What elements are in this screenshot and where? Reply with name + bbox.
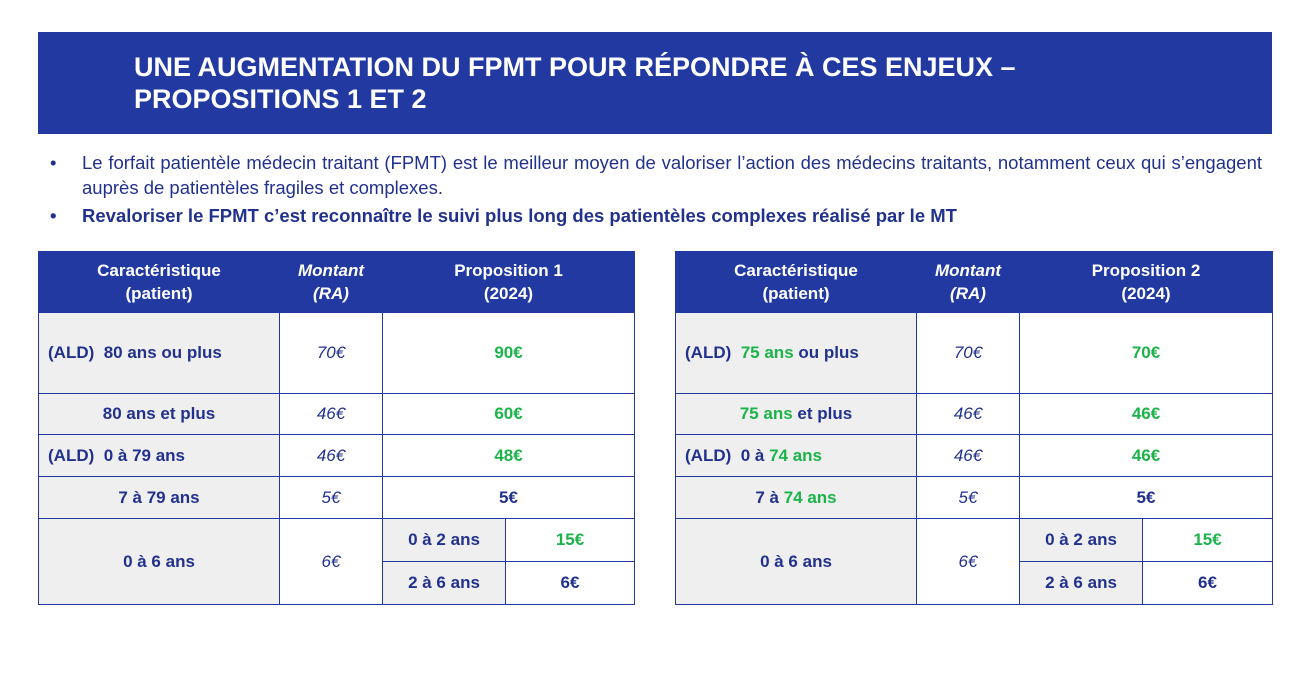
cell-caracteristique: (ALD) 75 ans ou plus [676,313,917,394]
table-row [676,435,1273,477]
cell-sub-value: 6€ [1143,562,1273,605]
bullet-list [50,150,1262,231]
cell-montant: 46€ [917,394,1020,435]
title-line-2: PROPOSITIONS 1 ET 2 [134,84,427,114]
header-proposition: Proposition 2 (2024) [1020,252,1273,313]
cell-sub-age: 2 à 6 ans [1020,562,1143,605]
cell-montant: 46€ [280,394,383,435]
table-row [676,313,1273,394]
cell-montant: 6€ [280,519,383,605]
table-row [39,313,635,394]
header-caracteristique: Caractéristique (patient) [39,252,280,313]
cell-proposition: 46€ [1020,435,1273,477]
cell-sub-value: 15€ [1143,519,1273,562]
proposition-2-table [675,251,1273,605]
cell-proposition: 60€ [383,394,635,435]
title-banner [38,32,1272,134]
proposition-1-table [38,251,635,605]
table-header-row [39,252,635,313]
cell-caracteristique: 75 ans et plus [676,394,917,435]
cell-proposition: 48€ [383,435,635,477]
table-row [39,477,635,519]
cell-caracteristique: 80 ans et plus [39,394,280,435]
cell-proposition: 5€ [1020,477,1273,519]
cell-sub-age: 0 à 2 ans [1020,519,1143,562]
cell-montant: 46€ [917,435,1020,477]
title-line-1: UNE AUGMENTATION DU FPMT POUR RÉPONDRE À CES ENJEUX – [134,52,1016,82]
table-row [39,435,635,477]
cell-caracteristique: 0 à 6 ans [676,519,917,605]
table-header-row [676,252,1273,313]
bullet-marker: • [50,205,57,226]
cell-caracteristique: 0 à 6 ans [39,519,280,605]
cell-sub-value: 15€ [506,519,635,562]
bullet-text: Revaloriser le FPMT c’est reconnaître le suivi plus long des patientèles complexes réalisé par le MT [82,205,957,226]
table-row [676,519,1273,562]
bullet-text: Le forfait patientèle médecin traitant (FPMT) est le meilleur moyen de valoriser l’action des médecins traitants, notamment ceux qui s’engagent auprès de patientèles fragiles et complexes. [82,152,1262,198]
cell-montant: 6€ [917,519,1020,605]
cell-proposition: 90€ [383,313,635,394]
header-caracteristique: Caractéristique (patient) [676,252,917,313]
header-montant: Montant (RA) [280,252,383,313]
table-row [676,394,1273,435]
cell-proposition: 70€ [1020,313,1273,394]
cell-sub-age: 2 à 6 ans [383,562,506,605]
cell-montant: 5€ [280,477,383,519]
bullet-item [50,203,1262,228]
table-row [676,477,1273,519]
cell-proposition: 5€ [383,477,635,519]
cell-sub-age: 0 à 2 ans [383,519,506,562]
cell-proposition: 46€ [1020,394,1273,435]
slide-title [134,51,1016,115]
bullet-marker: • [50,152,57,173]
cell-sub-value: 6€ [506,562,635,605]
cell-montant: 70€ [917,313,1020,394]
cell-caracteristique: (ALD) 80 ans ou plus [39,313,280,394]
cell-montant: 46€ [280,435,383,477]
cell-caracteristique: (ALD) 0 à 74 ans [676,435,917,477]
cell-caracteristique: 7 à 79 ans [39,477,280,519]
table-row [39,394,635,435]
bullet-item [50,150,1262,200]
cell-montant: 70€ [280,313,383,394]
table-row [39,519,635,562]
header-proposition: Proposition 1 (2024) [383,252,635,313]
header-montant: Montant (RA) [917,252,1020,313]
cell-caracteristique: 7 à 74 ans [676,477,917,519]
cell-montant: 5€ [917,477,1020,519]
cell-caracteristique: (ALD) 0 à 79 ans [39,435,280,477]
